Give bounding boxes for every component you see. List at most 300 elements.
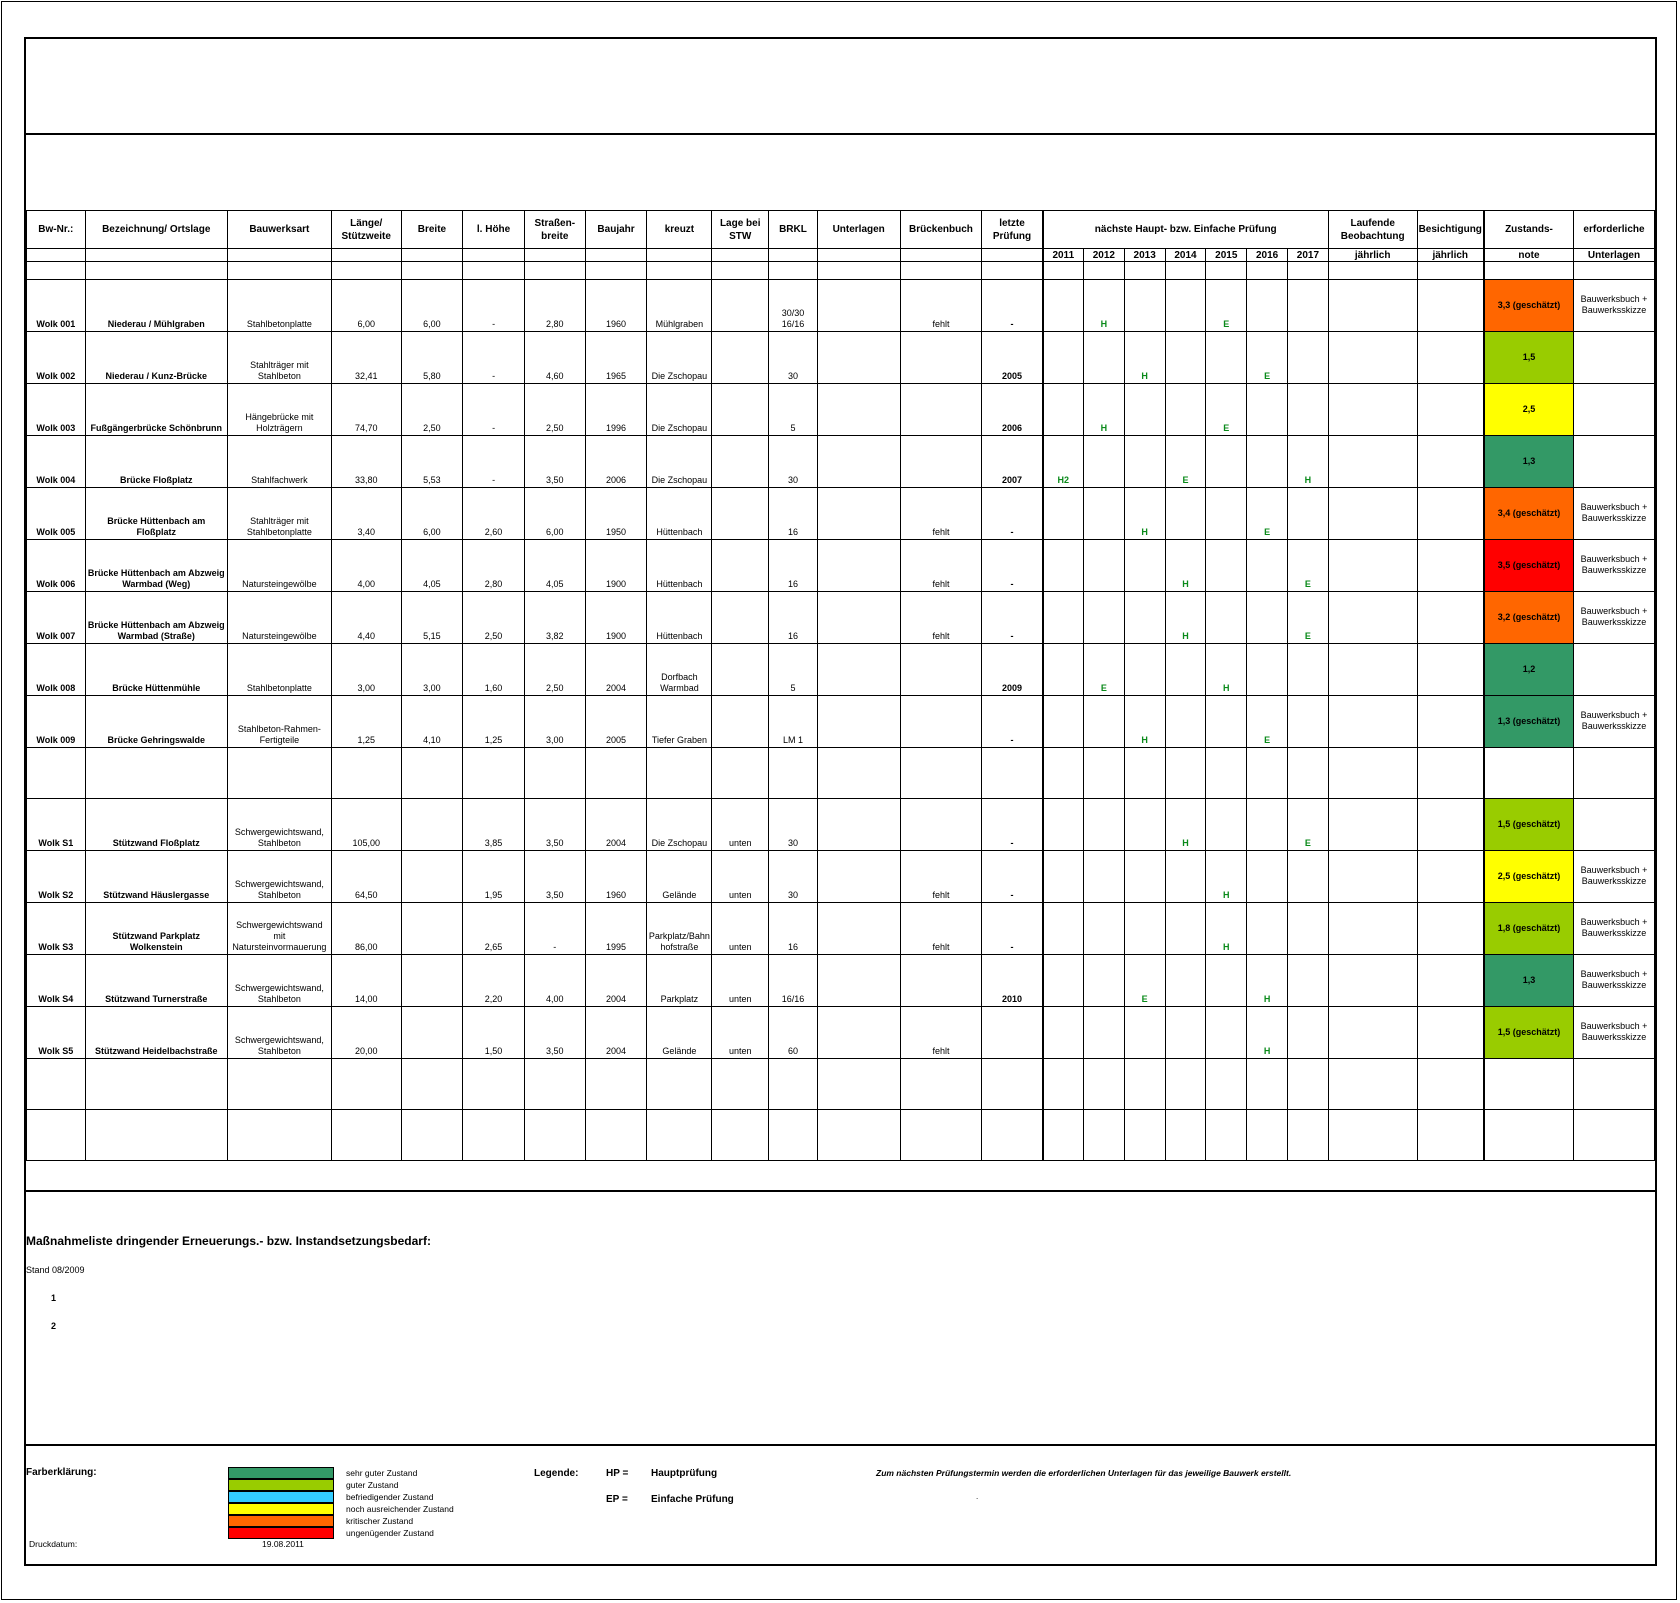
- cell-hoehe: 2,20: [463, 955, 525, 1007]
- cell-baujahr: 1900: [585, 540, 647, 592]
- cell-brkl: 30/30 16/16: [769, 280, 818, 332]
- cell-laufende-beobachtung: [1328, 696, 1417, 748]
- cell-pruefung-2016: [1247, 799, 1288, 851]
- col-naechste-pruefung: nächste Haupt- bzw. Einfache Prüfung: [1043, 211, 1329, 249]
- cell-pruefung-2016: [1247, 592, 1288, 644]
- cell-bw-nr: Wolk 009: [27, 696, 86, 748]
- cell-zustandsnote: 1,5: [1484, 332, 1574, 384]
- cell-hoehe: 3,85: [463, 799, 525, 851]
- cell-strassenbreite: 3,00: [524, 696, 585, 748]
- cell-kreuzt: Tiefer Graben: [647, 696, 712, 748]
- cell-laenge: 32,41: [331, 332, 401, 384]
- massnahmen-stand: Stand 08/2009: [26, 1265, 85, 1275]
- cell-pruefung-2012: [1083, 903, 1124, 955]
- cell-laufende-beobachtung: [1328, 540, 1417, 592]
- cell-besichtigung: [1417, 540, 1484, 592]
- cell-bw-nr: Wolk S3: [27, 903, 86, 955]
- cell-pruefung-2011: [1043, 799, 1084, 851]
- cell-besichtigung: [1417, 696, 1484, 748]
- col-unterlagen: Unterlagen: [817, 211, 900, 249]
- cell-baujahr: 1900: [585, 592, 647, 644]
- cell-bauwerksart: Stahlträger mit Stahlbeton: [227, 332, 331, 384]
- cell-strassenbreite: 3,50: [524, 436, 585, 488]
- cell-lage: unten: [712, 851, 769, 903]
- cell-letzte-pruefung: [982, 1007, 1043, 1059]
- cell-erforderliche-unterlagen: [1573, 436, 1654, 488]
- cell-laufende-beobachtung: [1328, 644, 1417, 696]
- cell-pruefung-2012: [1083, 696, 1124, 748]
- cell-laenge: 14,00: [331, 955, 401, 1007]
- cell-bw-nr: Wolk 007: [27, 592, 86, 644]
- cell-unterlagen: [817, 592, 900, 644]
- cell-baujahr: 2004: [585, 1007, 647, 1059]
- cell-laufende-beobachtung: [1328, 488, 1417, 540]
- cell-breite: [401, 1007, 463, 1059]
- section-divider-2: [26, 1444, 1655, 1446]
- hp-key: HP =: [606, 1468, 629, 1479]
- cell-pruefung-2016: [1247, 851, 1288, 903]
- cell-unterlagen: [817, 436, 900, 488]
- cell-bw-nr: Wolk 004: [27, 436, 86, 488]
- cell-letzte-pruefung: -: [982, 799, 1043, 851]
- color-swatch-label: guter Zustand: [346, 1480, 399, 1490]
- cell-erforderliche-unterlagen: Bauwerksbuch + Bauwerksskizze: [1573, 955, 1654, 1007]
- cell-bezeichnung: Brücke Gehringswalde: [85, 696, 227, 748]
- cell-pruefung-2016: H: [1247, 1007, 1288, 1059]
- cell-unterlagen: [817, 332, 900, 384]
- cell-pruefung-2014: [1165, 851, 1206, 903]
- cell-breite: 2,50: [401, 384, 463, 436]
- druckdatum-value: 19.08.2011: [262, 1539, 304, 1549]
- cell-besichtigung: [1417, 332, 1484, 384]
- table-row: [27, 644, 1655, 696]
- cell-bw-nr: Wolk 005: [27, 488, 86, 540]
- cell-erforderliche-unterlagen: [1573, 644, 1654, 696]
- col-hoehe: l. Höhe: [463, 211, 525, 249]
- cell-hoehe: -: [463, 436, 525, 488]
- cell-pruefung-2017: [1288, 280, 1329, 332]
- cell-pruefung-2017: [1288, 332, 1329, 384]
- cell-erforderliche-unterlagen: Bauwerksbuch + Bauwerksskizze: [1573, 592, 1654, 644]
- cell-pruefung-2013: [1124, 644, 1165, 696]
- year-2013: 2013: [1124, 249, 1165, 262]
- farberklaerung-title: Farberklärung:: [26, 1467, 97, 1478]
- col-kreuzt: kreuzt: [647, 211, 712, 249]
- cell-pruefung-2017: E: [1288, 540, 1329, 592]
- cell-laenge: 6,00: [331, 280, 401, 332]
- cell-baujahr: 1960: [585, 280, 647, 332]
- cell-pruefung-2015: E: [1206, 280, 1247, 332]
- cell-brueckenbuch: fehlt: [900, 851, 982, 903]
- table-row: [27, 592, 1655, 644]
- cell-pruefung-2011: [1043, 488, 1084, 540]
- cell-kreuzt: Die Zschopau: [647, 384, 712, 436]
- cell-bezeichnung: Brücke Hüttenbach am Floßplatz: [85, 488, 227, 540]
- cell-pruefung-2014: H: [1165, 799, 1206, 851]
- cell-brueckenbuch: fehlt: [900, 592, 982, 644]
- cell-bw-nr: Wolk 001: [27, 280, 86, 332]
- cell-pruefung-2013: H: [1124, 332, 1165, 384]
- cell-pruefung-2015: H: [1206, 903, 1247, 955]
- cell-breite: 3,00: [401, 644, 463, 696]
- cell-laenge: 4,00: [331, 540, 401, 592]
- cell-bezeichnung: Brücke Hüttenmühle: [85, 644, 227, 696]
- cell-strassenbreite: -: [524, 903, 585, 955]
- cell-bezeichnung: Stützwand Parkplatz Wolkenstein: [85, 903, 227, 955]
- cell-pruefung-2017: [1288, 903, 1329, 955]
- cell-brueckenbuch: fehlt: [900, 903, 982, 955]
- cell-pruefung-2011: [1043, 384, 1084, 436]
- cell-hoehe: 1,50: [463, 1007, 525, 1059]
- cell-zustandsnote: 1,8 (geschätzt): [1484, 903, 1574, 955]
- year-2015: 2015: [1206, 249, 1247, 262]
- cell-strassenbreite: 4,00: [524, 955, 585, 1007]
- cell-erforderliche-unterlagen: [1573, 332, 1654, 384]
- year-2017: 2017: [1288, 249, 1329, 262]
- cell-pruefung-2015: [1206, 436, 1247, 488]
- table-row: [27, 488, 1655, 540]
- col-brueckenbuch: Brückenbuch: [900, 211, 982, 249]
- cell-zustandsnote: 3,5 (geschätzt): [1484, 540, 1574, 592]
- color-swatch-label: kritischer Zustand: [346, 1516, 414, 1526]
- cell-baujahr: 1965: [585, 332, 647, 384]
- cell-brkl: 60: [769, 1007, 818, 1059]
- cell-bauwerksart: Schwergewichtswand, Stahlbeton: [227, 1007, 331, 1059]
- cell-hoehe: 1,95: [463, 851, 525, 903]
- cell-laenge: 33,80: [331, 436, 401, 488]
- col-bezeichnung: Bezeichnung/ Ortslage: [85, 211, 227, 249]
- cell-zustandsnote: 3,2 (geschätzt): [1484, 592, 1574, 644]
- cell-strassenbreite: 3,50: [524, 851, 585, 903]
- cell-pruefung-2011: [1043, 332, 1084, 384]
- col-breite: Breite: [401, 211, 463, 249]
- cell-besichtigung: [1417, 592, 1484, 644]
- cell-pruefung-2016: E: [1247, 332, 1288, 384]
- cell-besichtigung: [1417, 488, 1484, 540]
- cell-pruefung-2011: [1043, 903, 1084, 955]
- cell-pruefung-2011: [1043, 280, 1084, 332]
- cell-kreuzt: Gelände: [647, 1007, 712, 1059]
- cell-lage: unten: [712, 955, 769, 1007]
- cell-pruefung-2014: [1165, 696, 1206, 748]
- cell-strassenbreite: 3,50: [524, 1007, 585, 1059]
- cell-kreuzt: Gelände: [647, 851, 712, 903]
- cell-brueckenbuch: [900, 436, 982, 488]
- color-swatch: [228, 1515, 334, 1527]
- bauwerke-table: [26, 210, 1655, 1161]
- cell-pruefung-2012: [1083, 592, 1124, 644]
- cell-pruefung-2013: H: [1124, 696, 1165, 748]
- cell-pruefung-2016: E: [1247, 488, 1288, 540]
- color-swatch: [228, 1527, 334, 1539]
- cell-brkl: LM 1: [769, 696, 818, 748]
- cell-pruefung-2012: [1083, 955, 1124, 1007]
- cell-pruefung-2015: [1206, 332, 1247, 384]
- cell-pruefung-2013: [1124, 280, 1165, 332]
- cell-hoehe: 2,60: [463, 488, 525, 540]
- cell-laufende-beobachtung: [1328, 799, 1417, 851]
- year-2014: 2014: [1165, 249, 1206, 262]
- stray-dot: .: [976, 1492, 979, 1501]
- cell-zustandsnote: 3,4 (geschätzt): [1484, 488, 1574, 540]
- cell-besichtigung: [1417, 384, 1484, 436]
- col-laufende-beobachtung: Laufende Beobachtung: [1328, 211, 1417, 249]
- col-lage: Lage bei STW: [712, 211, 769, 249]
- cell-bauwerksart: Natursteingewölbe: [227, 592, 331, 644]
- cell-strassenbreite: 2,50: [524, 644, 585, 696]
- cell-unterlagen: [817, 384, 900, 436]
- legende-label: Legende:: [534, 1468, 579, 1479]
- cell-pruefung-2011: [1043, 851, 1084, 903]
- cell-erforderliche-unterlagen: Bauwerksbuch + Bauwerksskizze: [1573, 488, 1654, 540]
- cell-pruefung-2013: [1124, 851, 1165, 903]
- cell-pruefung-2013: [1124, 384, 1165, 436]
- cell-kreuzt: Die Zschopau: [647, 436, 712, 488]
- cell-laenge: 64,50: [331, 851, 401, 903]
- cell-pruefung-2016: H: [1247, 955, 1288, 1007]
- cell-pruefung-2017: [1288, 955, 1329, 1007]
- year-2016: 2016: [1247, 249, 1288, 262]
- cell-pruefung-2011: [1043, 955, 1084, 1007]
- cell-pruefung-2016: [1247, 436, 1288, 488]
- cell-brkl: 30: [769, 436, 818, 488]
- cell-lage: [712, 592, 769, 644]
- cell-brueckenbuch: [900, 384, 982, 436]
- cell-brkl: 5: [769, 644, 818, 696]
- cell-pruefung-2014: [1165, 903, 1206, 955]
- cell-letzte-pruefung: 2009: [982, 644, 1043, 696]
- cell-brkl: 30: [769, 332, 818, 384]
- cell-brueckenbuch: [900, 955, 982, 1007]
- cell-zustandsnote: 1,3: [1484, 436, 1574, 488]
- cell-erforderliche-unterlagen: Bauwerksbuch + Bauwerksskizze: [1573, 280, 1654, 332]
- cell-bauwerksart: Schwergewichtswand, Stahlbeton: [227, 799, 331, 851]
- cell-laufende-beobachtung: [1328, 280, 1417, 332]
- cell-pruefung-2013: [1124, 799, 1165, 851]
- cell-pruefung-2017: [1288, 851, 1329, 903]
- cell-laufende-beobachtung: [1328, 332, 1417, 384]
- cell-zustandsnote: 1,3: [1484, 955, 1574, 1007]
- cell-hoehe: -: [463, 384, 525, 436]
- table-row: [27, 280, 1655, 332]
- report-sheet: [24, 37, 1657, 1566]
- cell-kreuzt: Die Zschopau: [647, 332, 712, 384]
- cell-brueckenbuch: [900, 332, 982, 384]
- cell-bezeichnung: Stützwand Floßplatz: [85, 799, 227, 851]
- table-empty-row: [27, 1059, 1655, 1110]
- col-besichtigung: Besichtigung: [1417, 211, 1484, 249]
- cell-pruefung-2015: [1206, 1007, 1247, 1059]
- cell-zustandsnote: 1,3 (geschätzt): [1484, 696, 1574, 748]
- cell-brueckenbuch: fehlt: [900, 1007, 982, 1059]
- cell-pruefung-2017: [1288, 696, 1329, 748]
- cell-lage: unten: [712, 903, 769, 955]
- cell-letzte-pruefung: -: [982, 280, 1043, 332]
- cell-pruefung-2015: [1206, 488, 1247, 540]
- cell-pruefung-2013: [1124, 436, 1165, 488]
- cell-pruefung-2012: [1083, 1007, 1124, 1059]
- cell-letzte-pruefung: -: [982, 696, 1043, 748]
- cell-besichtigung: [1417, 280, 1484, 332]
- color-swatch: [228, 1503, 334, 1515]
- cell-baujahr: 1950: [585, 488, 647, 540]
- cell-baujahr: 1995: [585, 903, 647, 955]
- cell-strassenbreite: 2,50: [524, 384, 585, 436]
- cell-pruefung-2012: [1083, 851, 1124, 903]
- cell-brueckenbuch: fehlt: [900, 540, 982, 592]
- cell-letzte-pruefung: 2010: [982, 955, 1043, 1007]
- cell-baujahr: 2004: [585, 955, 647, 1007]
- cell-pruefung-2014: [1165, 644, 1206, 696]
- cell-letzte-pruefung: 2005: [982, 332, 1043, 384]
- cell-kreuzt: Hüttenbach: [647, 592, 712, 644]
- cell-erforderliche-unterlagen: Bauwerksbuch + Bauwerksskizze: [1573, 851, 1654, 903]
- cell-lage: unten: [712, 799, 769, 851]
- cell-laenge: 3,40: [331, 488, 401, 540]
- cell-pruefung-2011: [1043, 592, 1084, 644]
- table-empty-row: [27, 748, 1655, 799]
- cell-breite: 5,53: [401, 436, 463, 488]
- table-row: [27, 955, 1655, 1007]
- cell-pruefung-2014: [1165, 280, 1206, 332]
- cell-lage: [712, 644, 769, 696]
- cell-bezeichnung: Fußgängerbrücke Schönbrunn: [85, 384, 227, 436]
- cell-unterlagen: [817, 488, 900, 540]
- cell-bezeichnung: Niederau / Kunz-Brücke: [85, 332, 227, 384]
- cell-kreuzt: Mühlgraben: [647, 280, 712, 332]
- cell-laufende-beobachtung: [1328, 384, 1417, 436]
- cell-brueckenbuch: [900, 644, 982, 696]
- cell-hoehe: 2,65: [463, 903, 525, 955]
- cell-bauwerksart: Schwergewichtswand, Stahlbeton: [227, 955, 331, 1007]
- cell-brueckenbuch: [900, 799, 982, 851]
- cell-pruefung-2012: [1083, 488, 1124, 540]
- cell-pruefung-2011: [1043, 696, 1084, 748]
- cell-baujahr: 2006: [585, 436, 647, 488]
- color-swatch-label: befriedigender Zustand: [346, 1492, 434, 1502]
- header-divider: [26, 133, 1655, 135]
- cell-breite: 4,10: [401, 696, 463, 748]
- cell-pruefung-2017: [1288, 644, 1329, 696]
- cell-pruefung-2015: H: [1206, 851, 1247, 903]
- cell-pruefung-2014: [1165, 488, 1206, 540]
- cell-pruefung-2013: [1124, 903, 1165, 955]
- cell-bw-nr: Wolk S1: [27, 799, 86, 851]
- cell-pruefung-2014: H: [1165, 592, 1206, 644]
- cell-laufende-beobachtung: [1328, 436, 1417, 488]
- cell-breite: 6,00: [401, 488, 463, 540]
- cell-laufende-beobachtung: [1328, 851, 1417, 903]
- cell-erforderliche-unterlagen: Bauwerksbuch + Bauwerksskizze: [1573, 540, 1654, 592]
- cell-baujahr: 1996: [585, 384, 647, 436]
- table-blank-row: [27, 262, 1655, 280]
- cell-letzte-pruefung: -: [982, 540, 1043, 592]
- cell-bauwerksart: Stahlbeton-Rahmen- Fertigteile: [227, 696, 331, 748]
- cell-bezeichnung: Stützwand Heidelbachstraße: [85, 1007, 227, 1059]
- cell-baujahr: 2004: [585, 644, 647, 696]
- cell-brkl: 16: [769, 540, 818, 592]
- color-swatch: [228, 1467, 334, 1479]
- cell-pruefung-2015: H: [1206, 644, 1247, 696]
- druckdatum-label: Druckdatum:: [29, 1539, 78, 1549]
- cell-unterlagen: [817, 851, 900, 903]
- cell-breite: [401, 851, 463, 903]
- color-swatch-label: ungenügender Zustand: [346, 1528, 434, 1538]
- cell-besichtigung: [1417, 851, 1484, 903]
- cell-pruefung-2011: [1043, 644, 1084, 696]
- cell-kreuzt: Dorfbach Warmbad: [647, 644, 712, 696]
- cell-pruefung-2014: H: [1165, 540, 1206, 592]
- cell-pruefung-2015: [1206, 696, 1247, 748]
- table-row: [27, 332, 1655, 384]
- cell-hoehe: -: [463, 280, 525, 332]
- cell-pruefung-2017: [1288, 1007, 1329, 1059]
- cell-erforderliche-unterlagen: Bauwerksbuch + Bauwerksskizze: [1573, 903, 1654, 955]
- cell-pruefung-2017: E: [1288, 592, 1329, 644]
- cell-strassenbreite: 3,50: [524, 799, 585, 851]
- cell-strassenbreite: 6,00: [524, 488, 585, 540]
- col-zustandsnote: Zustands-: [1484, 211, 1574, 249]
- cell-pruefung-2013: H: [1124, 488, 1165, 540]
- table-empty-row: [27, 1110, 1655, 1161]
- cell-pruefung-2011: [1043, 1007, 1084, 1059]
- table-subheader-row: [27, 249, 1655, 262]
- note-label: note: [1484, 249, 1574, 262]
- cell-pruefung-2012: [1083, 799, 1124, 851]
- cell-pruefung-2012: H: [1083, 384, 1124, 436]
- cell-bauwerksart: Schwergewichtswand mit Natursteinvormauerung: [227, 903, 331, 955]
- cell-bauwerksart: Stahlträger mit Stahlbetonplatte: [227, 488, 331, 540]
- cell-pruefung-2016: [1247, 903, 1288, 955]
- cell-zustandsnote: 1,5 (geschätzt): [1484, 799, 1574, 851]
- cell-pruefung-2014: [1165, 332, 1206, 384]
- table-row: [27, 436, 1655, 488]
- cell-pruefung-2013: [1124, 1007, 1165, 1059]
- cell-bezeichnung: Niederau / Mühlgraben: [85, 280, 227, 332]
- cell-unterlagen: [817, 1007, 900, 1059]
- cell-laenge: 86,00: [331, 903, 401, 955]
- table-row: [27, 696, 1655, 748]
- cell-bw-nr: Wolk S4: [27, 955, 86, 1007]
- cell-laenge: 74,70: [331, 384, 401, 436]
- cell-strassenbreite: 4,60: [524, 332, 585, 384]
- cell-lage: unten: [712, 1007, 769, 1059]
- cell-erforderliche-unterlagen: [1573, 384, 1654, 436]
- cell-breite: [401, 903, 463, 955]
- cell-bw-nr: Wolk 006: [27, 540, 86, 592]
- col-brkl: BRKL: [769, 211, 818, 249]
- cell-pruefung-2015: [1206, 540, 1247, 592]
- cell-laenge: 20,00: [331, 1007, 401, 1059]
- table-row: [27, 799, 1655, 851]
- ep-value: Einfache Prüfung: [651, 1494, 734, 1505]
- cell-pruefung-2012: E: [1083, 644, 1124, 696]
- year-2011: 2011: [1043, 249, 1084, 262]
- cell-letzte-pruefung: 2006: [982, 384, 1043, 436]
- cell-pruefung-2013: [1124, 540, 1165, 592]
- erf-unterlagen-label: Unterlagen: [1573, 249, 1654, 262]
- cell-bw-nr: Wolk 002: [27, 332, 86, 384]
- pruefungs-hinweis: Zum nächsten Prüfungstermin werden die erforderlichen Unterlagen für das jeweilige Bauwerk erstellt.: [876, 1468, 1292, 1478]
- cell-strassenbreite: 2,80: [524, 280, 585, 332]
- cell-pruefung-2012: [1083, 436, 1124, 488]
- cell-unterlagen: [817, 644, 900, 696]
- cell-pruefung-2017: [1288, 488, 1329, 540]
- cell-zustandsnote: 1,2: [1484, 644, 1574, 696]
- cell-brkl: 30: [769, 799, 818, 851]
- cell-baujahr: 2005: [585, 696, 647, 748]
- cell-lage: [712, 488, 769, 540]
